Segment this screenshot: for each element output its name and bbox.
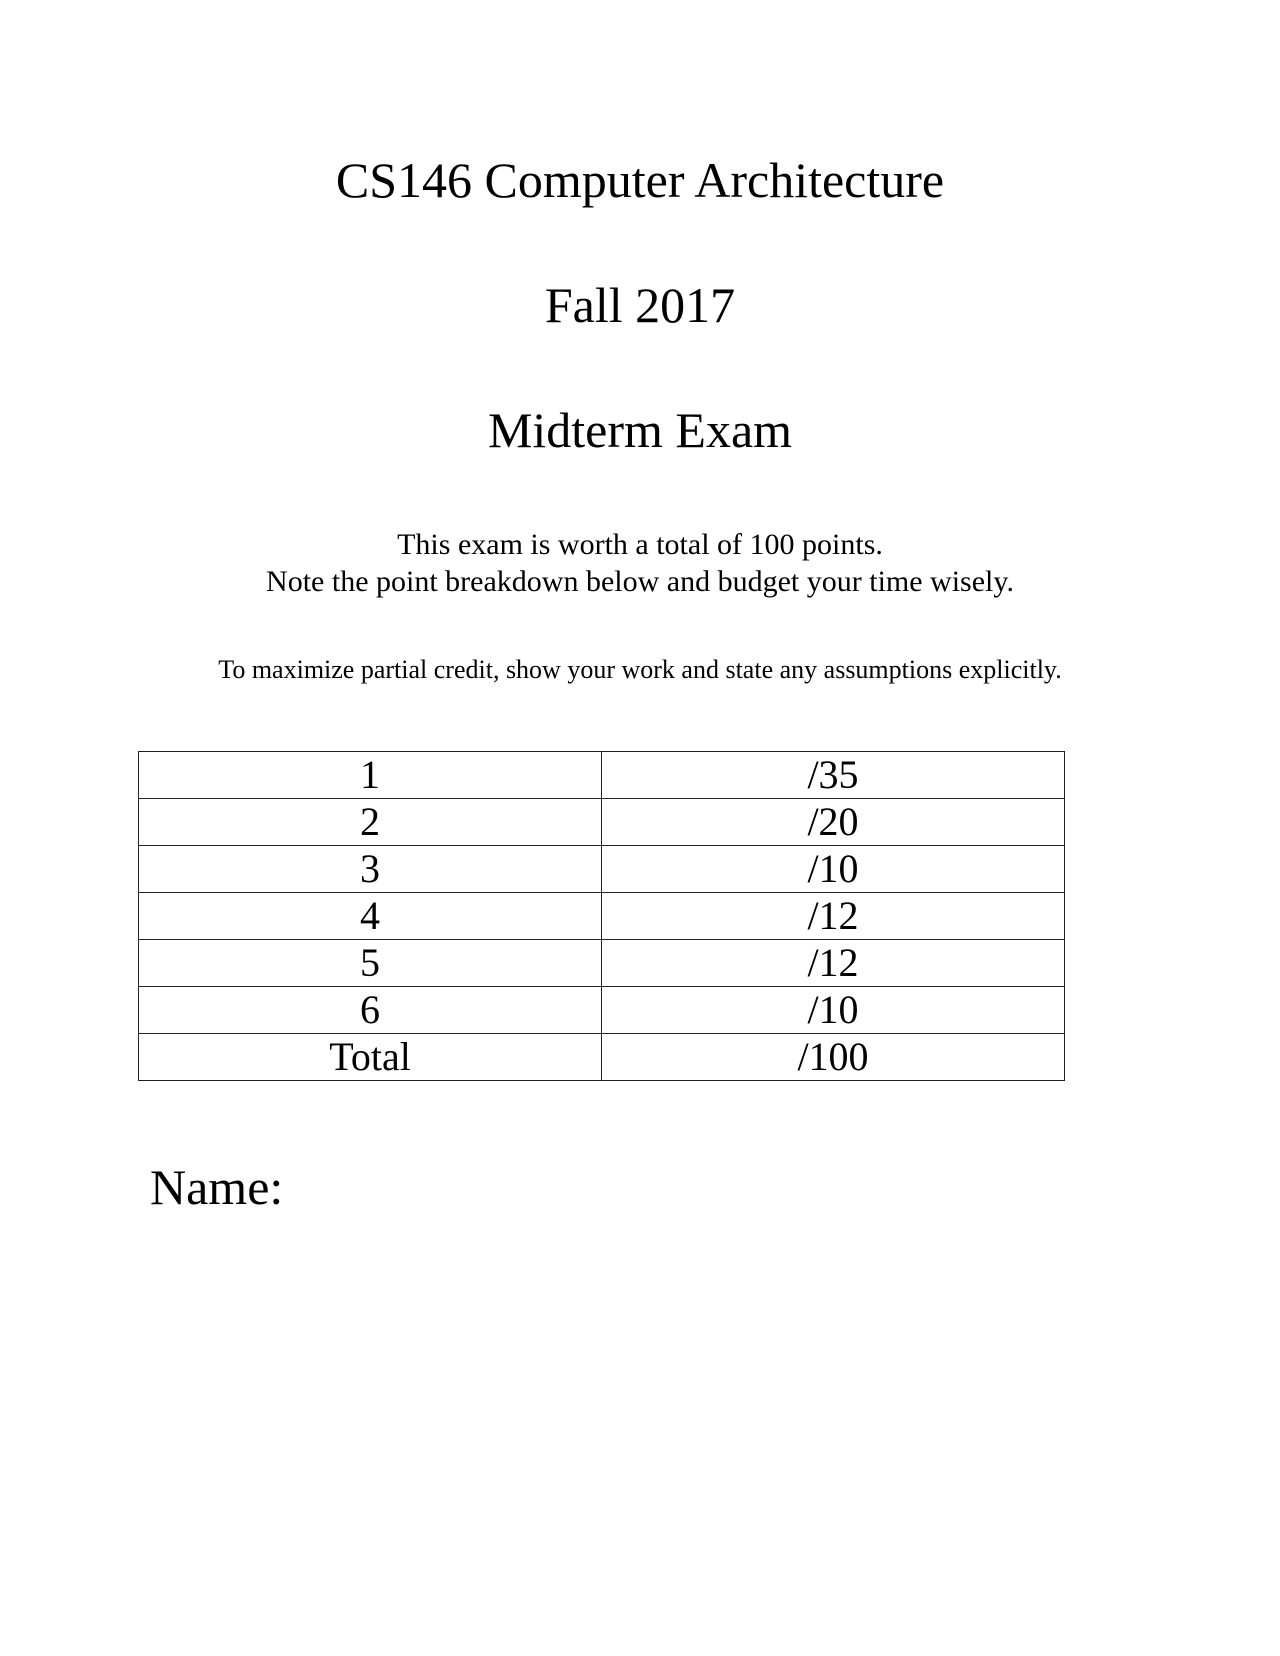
table-row [139,940,1065,987]
points-cell: /10 [602,846,1065,893]
problem-number-cell: 4 [139,893,602,940]
name-label: Name: [150,1159,284,1215]
problem-number-cell: 6 [139,987,602,1034]
points-cell: /12 [602,940,1065,987]
table-row [139,799,1065,846]
table-row [139,987,1065,1034]
total-points-cell: /100 [602,1034,1065,1081]
instruction-partial-credit: To maximize partial credit, show your work and state any assumptions explicitly. [218,655,1062,684]
table-row-total [139,1034,1065,1081]
table-row [139,846,1065,893]
score-table [138,751,1065,1081]
table-row [139,752,1065,799]
problem-number-cell: 1 [139,752,602,799]
problem-number-cell: 2 [139,799,602,846]
instruction-budget-time: Note the point breakdown below and budget your time wisely. [266,565,1014,598]
course-title: CS146 Computer Architecture [335,152,945,208]
points-cell: /10 [602,987,1065,1034]
problem-number-cell: 3 [139,846,602,893]
table-row [139,893,1065,940]
points-cell: /12 [602,893,1065,940]
total-label-cell: Total [139,1034,602,1081]
problem-number-cell: 5 [139,940,602,987]
term-label: Fall 2017 [544,277,736,333]
points-cell: /35 [602,752,1065,799]
points-cell: /20 [602,799,1065,846]
exam-name: Midterm Exam [487,402,793,458]
instruction-total-points: This exam is worth a total of 100 points. [397,528,883,561]
